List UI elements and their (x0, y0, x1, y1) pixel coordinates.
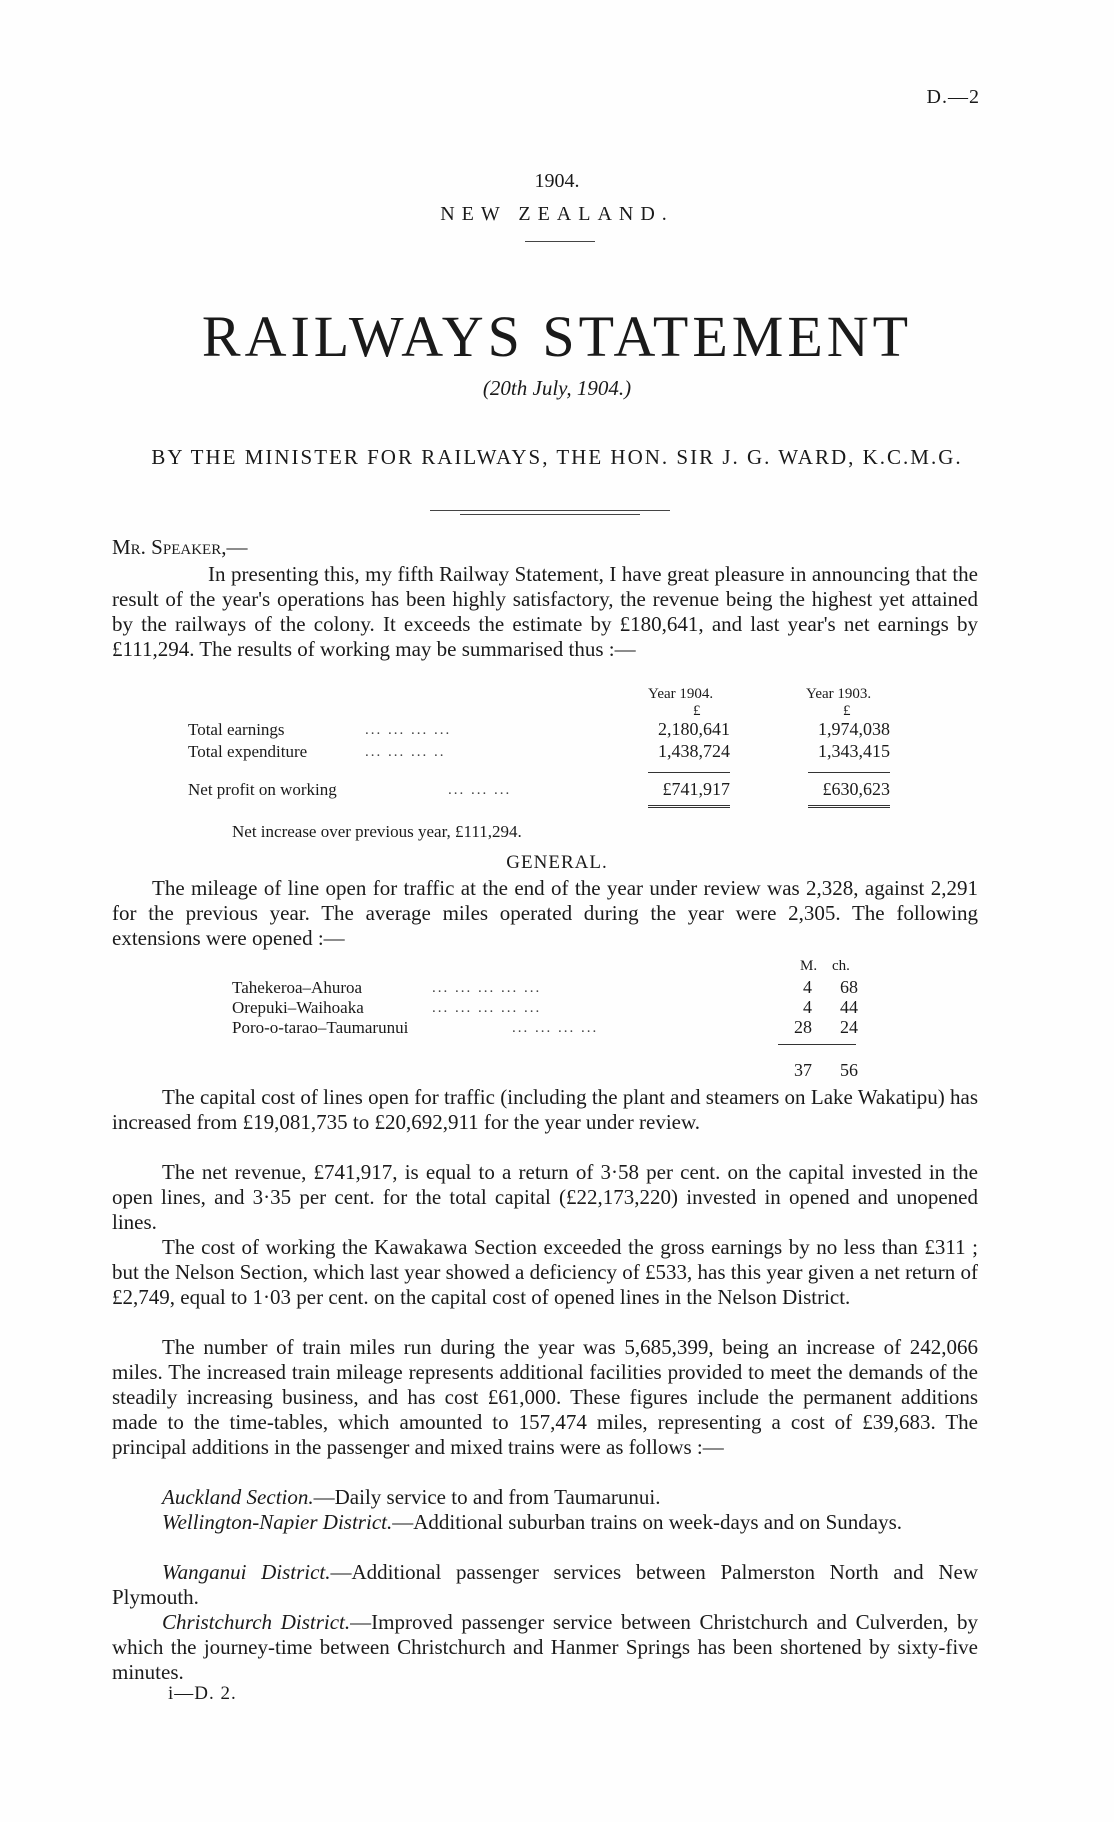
extension-total-chains: 56 (840, 1060, 858, 1080)
document-year: 1904. (534, 170, 580, 192)
subtotal-rule (808, 772, 890, 773)
section-entry: Christchurch District.—Improved passenger service between Christchurch and Culverden, by which the journey-time between Christchurch and Hanmer Springs has been shortened by sixty-five minutes. (112, 1610, 978, 1684)
leader-dots: ... ... ... .. (365, 744, 446, 760)
total-rule (778, 1044, 856, 1045)
net-increase-note: Net increase over previous year, £111,294. (232, 822, 522, 841)
divider (460, 514, 640, 515)
earnings-1903: 1,974,038 (818, 719, 890, 739)
row-label-earnings: Total earnings (188, 720, 285, 739)
section-entry: Wanganui District.—Additional passenger services between Palmerston North and New Plymouth. (112, 1560, 978, 1609)
col-header-chains: ch. (832, 958, 850, 974)
country-name: NEW ZEALAND. (440, 203, 674, 225)
extension-total-miles: 37 (794, 1060, 812, 1080)
currency-1903: £ (843, 703, 851, 719)
col-header-1904: Year 1904. (648, 686, 714, 702)
intro-paragraph: In presenting this, my fifth Railway Statement, I have great pleasure in announcing that the result of the year's operations has been highly satisfactory, the revenue being the highest yet attained by the railways of the colony. It exceeds the estimate by £180,641, and last year's net earnings by £111,294. The results of working may be summarised thus :— (112, 562, 978, 661)
divider (525, 241, 595, 242)
mileage-paragraph: The mileage of line open for traffic at the end of the year under review was 2,328, against 2,291 for the previous year. The average miles operated during the year were 2,305. The following extensions were opened :— (112, 876, 978, 950)
extension-miles: 4 (803, 977, 812, 997)
extension-miles: 28 (794, 1017, 812, 1037)
revenue-paragraph: The net revenue, £741,917, is equal to a return of 3·58 per cent. on the capital invested in the open lines, and 3·35 per cent. for the total capital (£22,173,220) invested in opened and unopened lines. (112, 1160, 978, 1234)
leader-dots: ... ... ... ... ... (432, 1000, 542, 1016)
currency-1904: £ (693, 703, 701, 719)
subtotal-rule (648, 772, 730, 773)
extension-name: Orepuki–Waihoaka (232, 998, 364, 1017)
row-label-expenditure: Total expenditure (188, 742, 308, 761)
leader-dots: ... ... ... (448, 782, 512, 798)
earnings-1904: 2,180,641 (658, 719, 730, 739)
byline: BY THE MINISTER FOR RAILWAYS, THE HON. SIR J. G. WARD, K.C.M.G. (151, 445, 963, 469)
leader-dots: ... ... ... ... (365, 722, 452, 738)
extension-chains: 68 (840, 977, 858, 997)
section-entry: Wellington-Napier District.—Additional suburban trains on week-days and on Sundays. (162, 1510, 902, 1534)
kawakawa-paragraph: The cost of working the Kawakawa Section exceeded the gross earnings by no less than £311 ; but the Nelson Section, which last year showed a deficiency of £533, has this year given a net return of £2,749, equal to 1·03 per cent. on the capital cost of opened lines in the Nelson District. (112, 1235, 978, 1309)
capital-paragraph: The capital cost of lines open for traffic (including the plant and steamers on Lake Wakatipu) has increased from £19,081,735 to £20,692,911 for the year under review. (112, 1085, 978, 1134)
total-rule (648, 805, 730, 808)
expenditure-1904: 1,438,724 (658, 741, 730, 761)
section-heading: GENERAL. (506, 852, 608, 873)
net-profit-1904: £741,917 (662, 779, 730, 799)
col-header-1903: Year 1903. (806, 686, 872, 702)
salutation: Mr. Speaker,— (112, 535, 248, 559)
extension-chains: 44 (840, 997, 858, 1017)
extension-miles: 4 (803, 997, 812, 1017)
col-header-miles: M. (800, 958, 818, 974)
net-profit-1903: £630,623 (822, 779, 890, 799)
leader-dots: ... ... ... ... (512, 1020, 599, 1036)
divider (430, 510, 670, 511)
page-title: RAILWAYS STATEMENT (201, 304, 913, 369)
expenditure-1903: 1,343,415 (818, 741, 890, 761)
extension-name: Poro-o-tarao–Taumarunui (232, 1018, 409, 1037)
leader-dots: ... ... ... ... ... (432, 980, 542, 996)
row-label-net-profit: Net profit on working (188, 780, 337, 799)
total-rule (808, 805, 890, 808)
extension-name: Tahekeroa–Ahuroa (232, 978, 363, 997)
page-footer: i—D. 2. (168, 1683, 237, 1704)
train-miles-paragraph: The number of train miles run during the year was 5,685,399, being an increase of 242,066 miles. The increased train mileage represents additional facilities provided to meet the demands of the steadily increasing business, and has cost £61,000. These figures include the permanent additions made to the time-tables, which amounted to 157,474 miles, representing a cost of £39,683. The principal additions in the passenger and mixed trains were as follows :— (112, 1335, 978, 1459)
extension-chains: 24 (840, 1017, 858, 1037)
document-reference: D.—2 (926, 86, 980, 108)
statement-date: (20th July, 1904.) (482, 376, 632, 400)
section-entry: Auckland Section.—Daily service to and from Taumarunui. (162, 1485, 661, 1509)
